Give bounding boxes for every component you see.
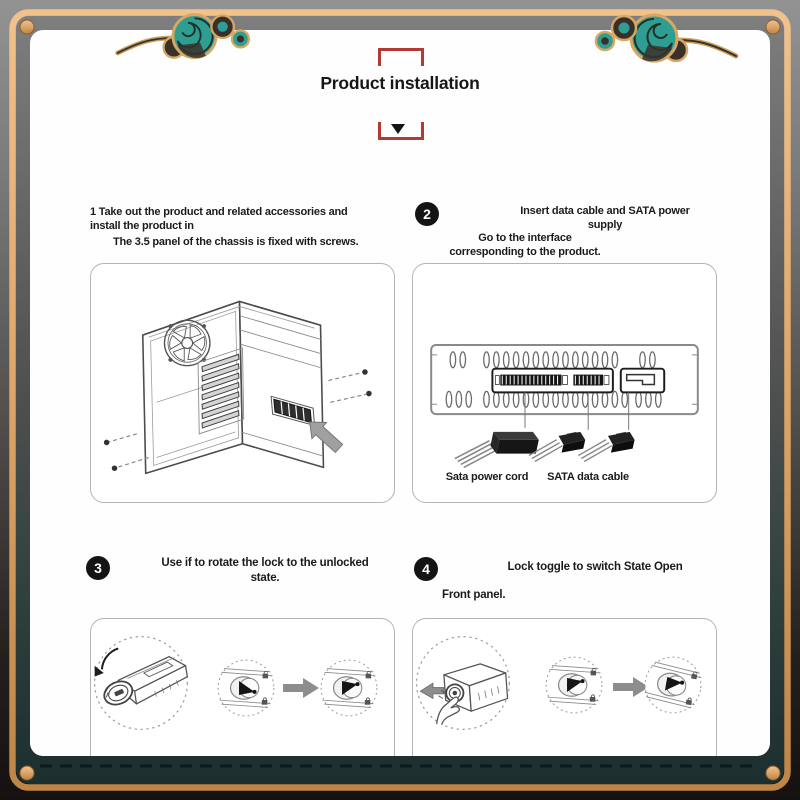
press-toggle-illustration <box>413 633 513 733</box>
rear-panel-illustration <box>413 264 715 501</box>
step-1-line-3: The 3.5 panel of the chassis is fixed with screws. <box>113 236 359 248</box>
step-2-line-2: supply <box>587 219 623 231</box>
key-rotate-lock-illustration <box>91 633 191 733</box>
step-3-figure-panel <box>90 618 395 756</box>
chassis-illustration <box>91 264 393 501</box>
title-top-bracket-icon <box>378 48 424 66</box>
page-title: Product installation <box>320 73 480 93</box>
lock-dial-before <box>215 657 277 719</box>
step-1-line-2: install the product in <box>90 220 194 232</box>
step-3-text <box>140 556 390 586</box>
step-2-line-4: corresponding to the product. <box>449 246 601 258</box>
step-3-badge: 3 <box>86 556 110 580</box>
step-1-figure-panel <box>90 263 395 503</box>
step-4-line-1: Lock toggle to switch State Open <box>507 561 683 573</box>
step-4-badge: 4 <box>414 557 438 581</box>
sata-power-connector-illustration <box>455 432 539 468</box>
content-area <box>26 26 774 756</box>
step-2-text-a <box>460 204 750 232</box>
step-3-line-2: state. <box>250 572 280 584</box>
arrow-right-icon <box>283 678 319 698</box>
step-4-figure-panel <box>412 618 717 756</box>
step-2-figure-panel <box>412 263 717 503</box>
step-1-line-1: 1 Take out the product and related accessories and <box>90 206 348 218</box>
step-2-line-3: Go to the interface <box>478 232 572 244</box>
step-4-line-2: Front panel. <box>442 589 506 601</box>
lock-dial-before <box>543 654 605 716</box>
lock-dial-after <box>642 654 704 716</box>
sata-data-connector-illustration <box>529 432 585 462</box>
sata-port-icon <box>621 369 664 393</box>
step-1-text <box>90 205 359 249</box>
sata-power-cord-label: Sata power cord <box>445 471 529 483</box>
sata-data-connector-illustration <box>578 432 634 462</box>
sata-combo-port-icon <box>492 369 612 393</box>
down-triangle-icon <box>391 124 405 134</box>
step-3-line-1: Use if to rotate the lock to the unlocked <box>161 557 369 569</box>
lock-dial-after <box>318 657 380 719</box>
step-2-line-1: Insert data cable and SATA power <box>520 205 690 217</box>
step-2-badge: 2 <box>415 202 439 226</box>
sata-data-cable-label: SATA data cable <box>547 471 629 483</box>
step-2-text-b <box>420 231 630 259</box>
